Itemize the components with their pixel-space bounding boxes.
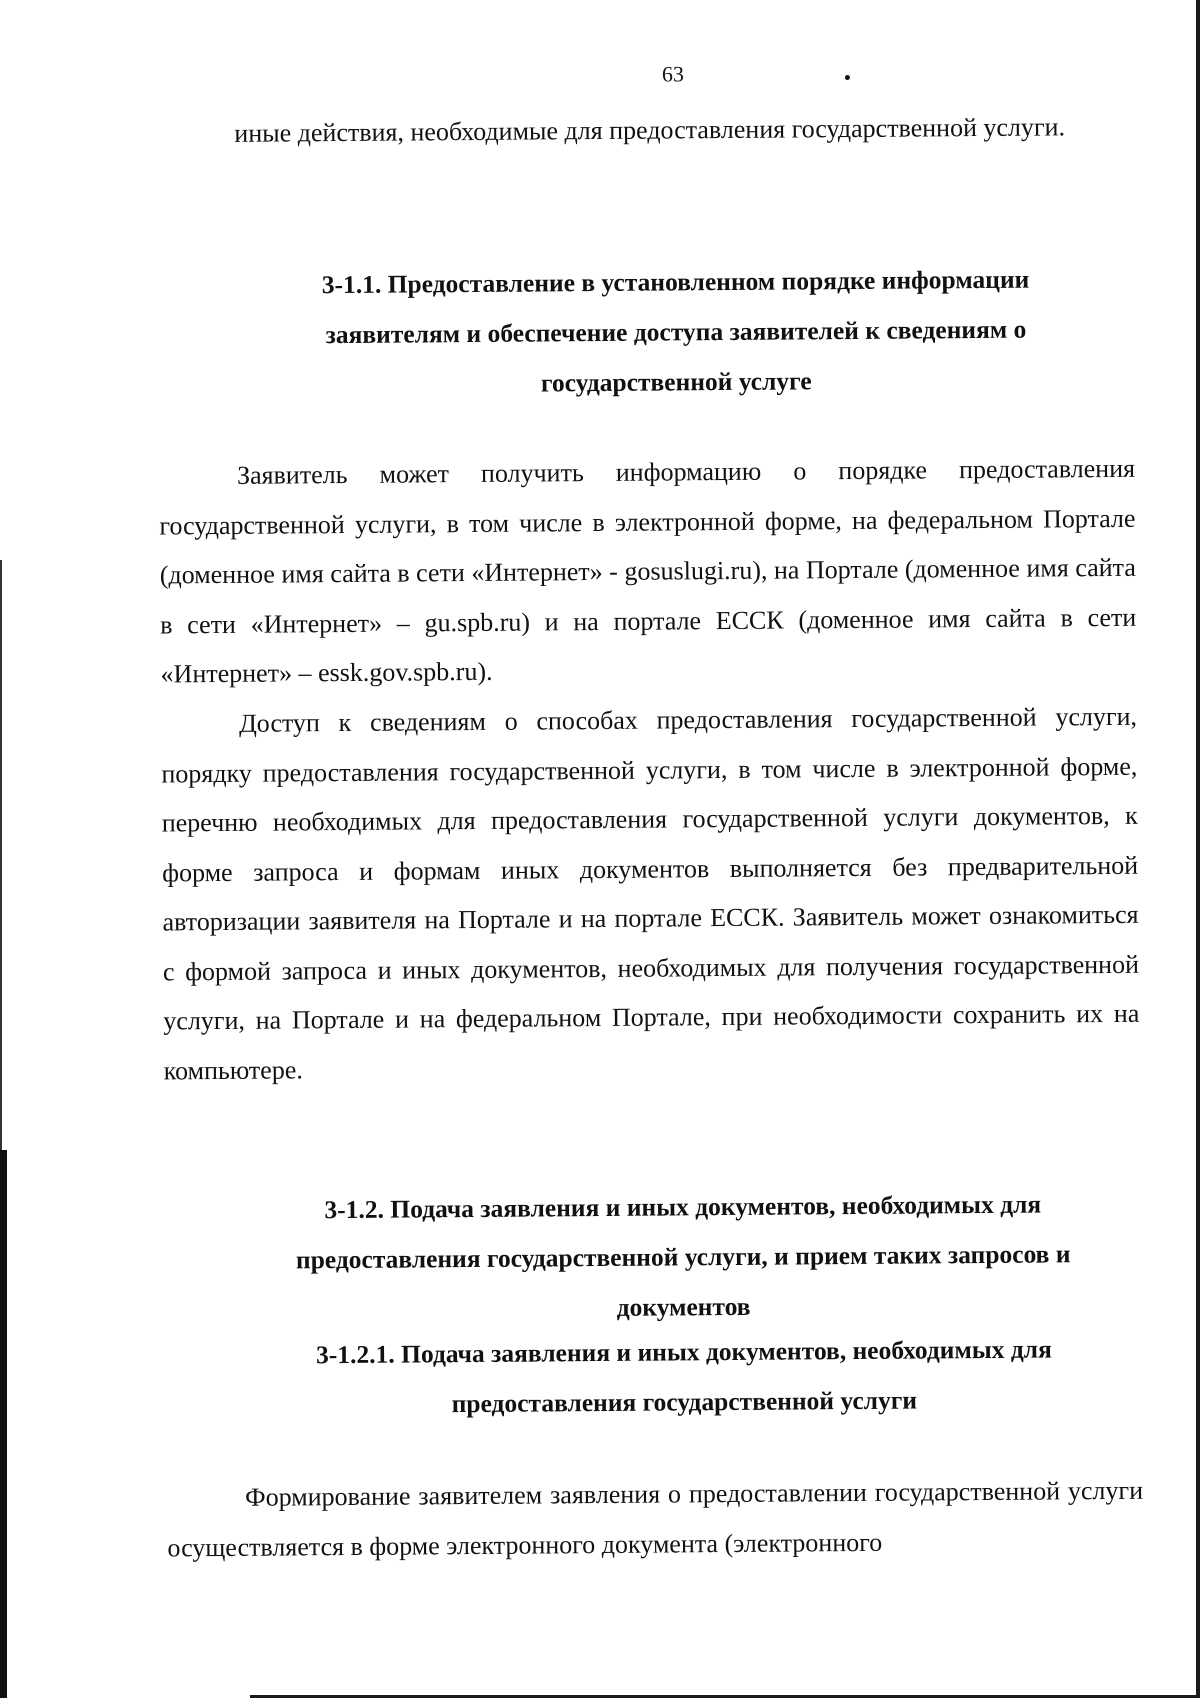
section-heading-3-1-2: 3-1.2. Подача заявления и иных документов, необходимых для предоставления государственной услуги, и прием таких запросов и документов [295, 1189, 1071, 1322]
continuation-paragraph: иные действия, необходимые для предоставления государственной услуги. [234, 112, 1066, 148]
paragraph-application-forming: Формирование заявителем заявления о предоставлении государственной услуги осуществляется в форме электронного документа (электронного [167, 1475, 1144, 1562]
paragraph-service-access: Доступ к сведениям о способах предоставления государственной услуги, порядку предоставления государственной услуги, в том числе в электронной форме, перечню необходимых для предоставления государственной услуги документов, к форме запроса и формам иных документов выполняется без предварительной авторизации заявителя на Портале и на портале ЕССК. Заявитель может ознакомиться с формой запроса и иных документов, необходимых для получения государственной услуги, на Портале и на федеральном Портале, при необходимости сохранить их на компьютере. [161, 701, 1140, 1085]
scan-border-left-thin [0, 560, 2, 1150]
scan-border-right [1196, 0, 1200, 1698]
paragraph-info-access: Заявитель может получить информацию о порядке предоставления государственной услуги, в том числе в электронной форме, на федеральном Портале (доменное имя сайта в сети «Интернет» - gosuslugi.ru), на Портале (доменное имя сайта в сети «Интернет» – gu.spb.ru) и на портале ЕССК (доменное имя сайта в сети «Интернет» – essk.gov.spb.ru). [159, 453, 1137, 689]
page-number: 63 [661, 61, 685, 87]
subsection-heading-3-1-2-1: 3-1.2.1. Подача заявления и иных документов, необходимых для предоставления государственной услуги [315, 1334, 1052, 1419]
section-heading-3-1-1: 3-1.1. Предоставление в установленном порядке информации заявителям и обеспечение доступа заявителей к сведениям о государственной услуге [321, 264, 1030, 398]
scan-border-left [0, 1150, 7, 1698]
scan-mark [845, 75, 850, 80]
